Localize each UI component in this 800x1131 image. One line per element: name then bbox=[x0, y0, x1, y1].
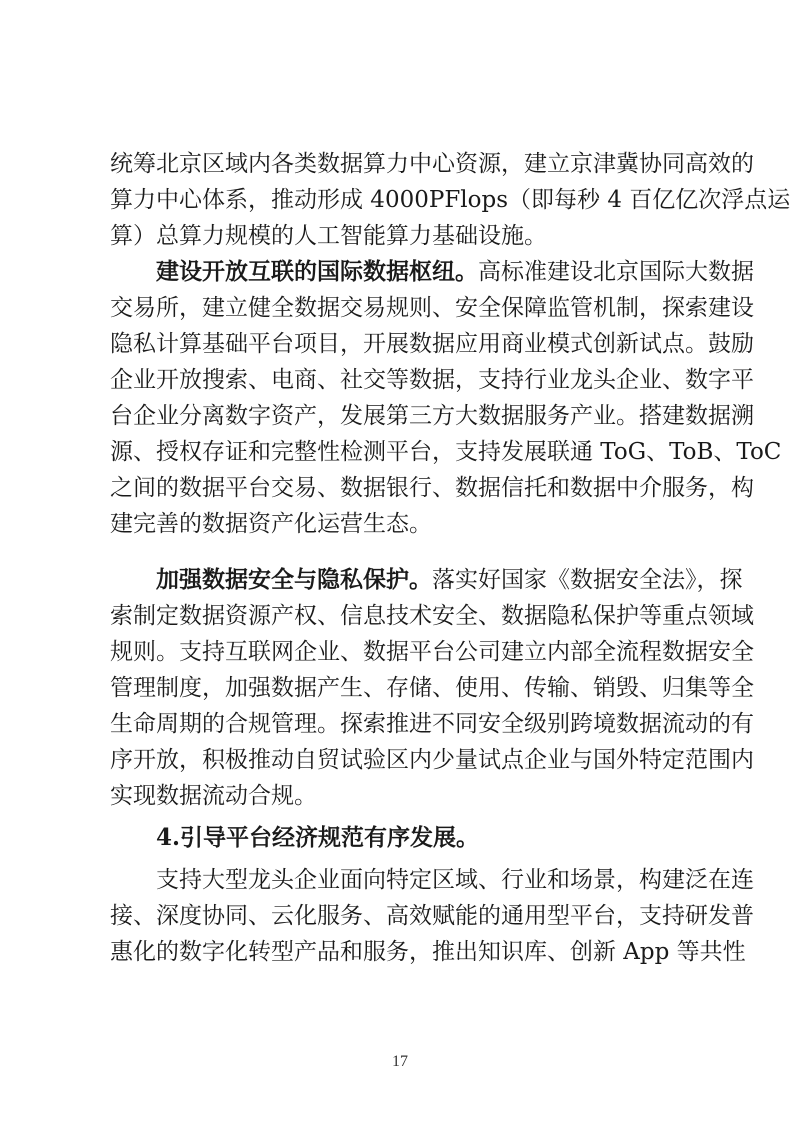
body-line: 算）总算力规模的人工智能算力基础设施。 bbox=[110, 223, 547, 249]
body-line: 交易所，建立健全数据交易规则、安全保障监管机制，探索建设 bbox=[110, 295, 754, 321]
paragraph-text: 落实好国家《数据安全法》，探 bbox=[432, 567, 743, 593]
section-heading: 4.引导平台经济规范有序发展。 bbox=[156, 824, 480, 851]
paragraph-first-line bbox=[156, 256, 754, 288]
body-line: 之间的数据平台交易、数据银行、数据信托和数据中介服务，构 bbox=[110, 475, 754, 501]
paragraph-first-line bbox=[156, 564, 743, 596]
body-line: 企业开放搜索、电商、社交等数据，支持行业龙头企业、数字平 bbox=[110, 367, 754, 393]
body-line: 索制定数据资源产权、信息技术安全、数据隐私保护等重点领域 bbox=[110, 603, 754, 629]
body-line: 序开放，积极推动自贸试验区内少量试点企业与国外特定范围内 bbox=[110, 747, 754, 773]
body-line: 统筹北京区域内各类数据算力中心资源，建立京津冀协同高效的 bbox=[110, 151, 754, 177]
body-line: 生命周期的合规管理。探索推进不同安全级别跨境数据流动的有 bbox=[110, 711, 754, 737]
body-line: 隐私计算基础平台项目，开展数据应用商业模式创新试点。鼓励 bbox=[110, 331, 754, 357]
body-line: 管理制度，加强数据产生、存储、使用、传输、销毁、归集等全 bbox=[110, 675, 754, 701]
body-line: 源、授权存证和完整性检测平台，支持发展联通 ToG、ToB、ToC bbox=[110, 439, 782, 465]
paragraph-text: 高标准建设北京国际大数据 bbox=[478, 259, 754, 285]
body-line: 台企业分离数字资产，发展第三方大数据服务产业。搭建数据溯 bbox=[110, 403, 754, 429]
paragraph-heading: 建设开放互联的国际数据枢纽。 bbox=[156, 258, 478, 285]
paragraph-first-line: 支持大型龙头企业面向特定区域、行业和场景，构建泛在连 bbox=[156, 867, 754, 893]
body-line: 惠化的数字化转型产品和服务，推出知识库、创新 App 等共性 bbox=[110, 939, 746, 965]
paragraph-heading: 加强数据安全与隐私保护。 bbox=[156, 566, 432, 593]
body-line: 实现数据流动合规。 bbox=[110, 783, 317, 809]
page-number: 17 bbox=[392, 1053, 408, 1070]
body-line: 建完善的数据资产化运营生态。 bbox=[110, 511, 432, 537]
body-line: 规则。支持互联网企业、数据平台公司建立内部全流程数据安全 bbox=[110, 639, 754, 665]
body-line: 算力中心体系，推动形成 4000PFlops（即每秒 4 百亿亿次浮点运 bbox=[110, 187, 791, 213]
body-line: 接、深度协同、云化服务、高效赋能的通用型平台，支持研发普 bbox=[110, 903, 754, 929]
